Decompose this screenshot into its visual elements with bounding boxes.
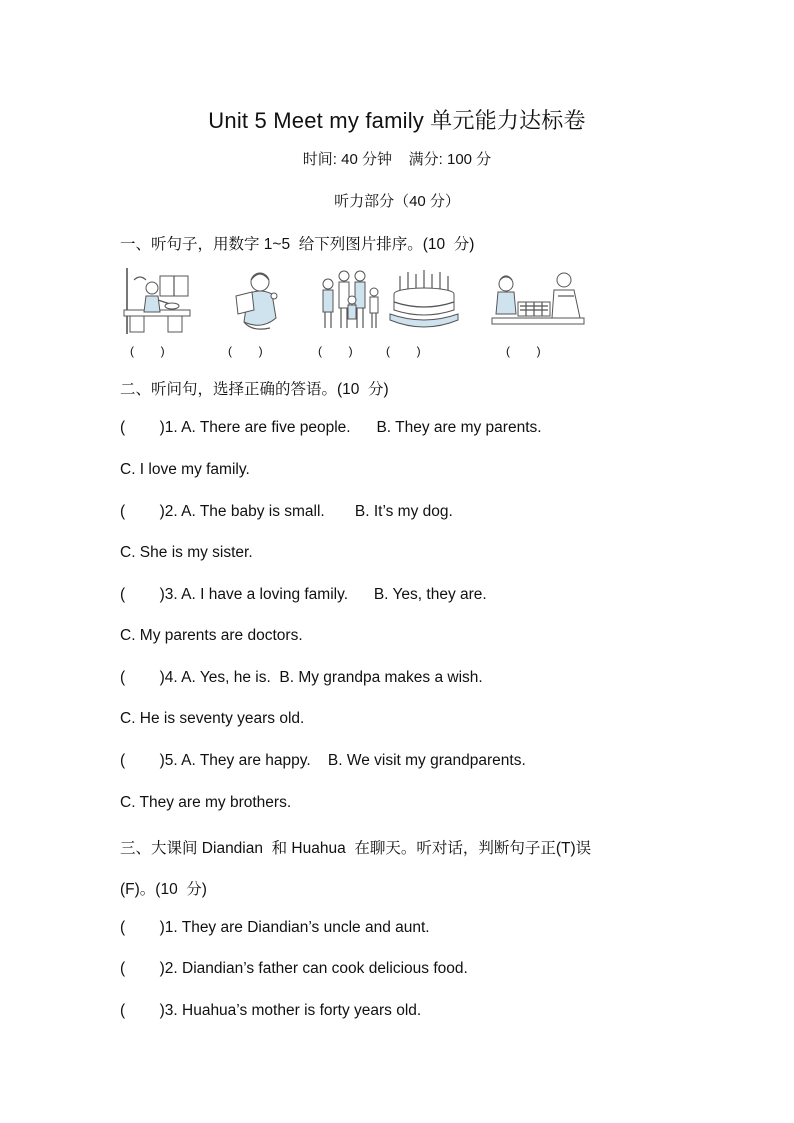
page-title: Unit 5 Meet my family 单元能力达标卷	[208, 108, 586, 133]
question-line: ( )5. A. They are happy. B. We visit my grandparents.	[120, 752, 526, 769]
question-line: ( )1. A. There are five people. B. They are my parents.	[120, 419, 542, 436]
section1-heading: 一、听句子，用数字 1~5 给下列图片排序。(10 分)	[120, 236, 475, 253]
picture-row	[110, 266, 610, 366]
man-cooking-icon	[120, 266, 200, 336]
girl-reading-icon	[222, 266, 302, 336]
answer-blank-2[interactable]: ( )	[228, 344, 263, 358]
section2-heading: 二、听问句，选择正确的答语。(10 分)	[120, 381, 389, 398]
answer-blank-3[interactable]: ( )	[318, 344, 353, 358]
question-line: ( )3. A. I have a loving family. B. Yes, they are.	[120, 586, 487, 603]
judge-line: ( )2. Diandian’s father can cook delicious food.	[120, 960, 468, 977]
answer-blank-4[interactable]: ( )	[386, 344, 421, 358]
boy-grandpa-chess-icon	[488, 266, 588, 336]
option-line: C. She is my sister.	[120, 544, 253, 561]
question-line: ( )4. A. Yes, he is. B. My grandpa makes a wish.	[120, 669, 483, 686]
option-line: C. He is seventy years old.	[120, 710, 305, 727]
exam-meta: 时间: 40 分钟 满分: 100 分	[302, 151, 492, 168]
answer-blank-1[interactable]: ( )	[130, 344, 165, 358]
family-group-icon	[312, 266, 392, 336]
section3-heading: 三、大课间 Diandian 和 Huahua 在聊天。听对话，判断句子正(T)误	[120, 840, 592, 857]
option-line: C. I love my family.	[120, 461, 250, 478]
option-line: C. They are my brothers.	[120, 794, 292, 811]
section3-heading-cont: (F)。(10 分)	[120, 881, 207, 898]
answer-blank-5[interactable]: ( )	[506, 344, 541, 358]
question-line: ( )2. A. The baby is small. B. It’s my dog.	[120, 503, 453, 520]
birthday-cake-icon	[384, 266, 464, 336]
part-heading: 听力部分（40 分）	[334, 193, 460, 210]
option-line: C. My parents are doctors.	[120, 627, 303, 644]
judge-line: ( )3. Huahua’s mother is forty years old.	[120, 1002, 422, 1019]
judge-line: ( )1. They are Diandian’s uncle and aunt.	[120, 919, 430, 936]
